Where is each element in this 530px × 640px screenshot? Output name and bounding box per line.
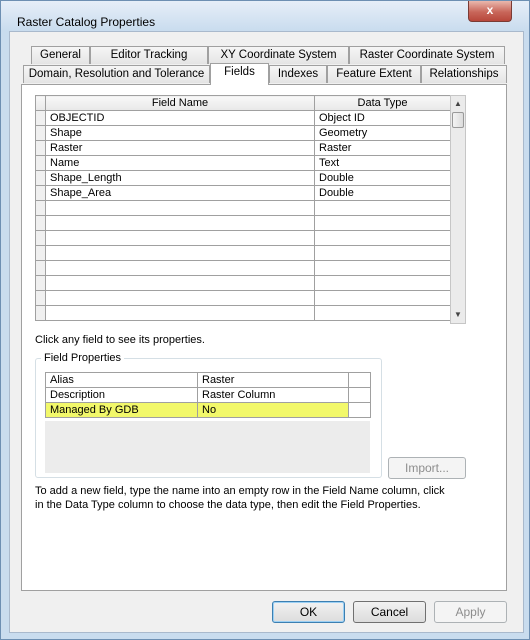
empty-table-row[interactable]: [36, 216, 451, 231]
data-type-cell[interactable]: [315, 216, 451, 231]
field-name-cell[interactable]: [46, 306, 315, 321]
close-icon: x: [486, 3, 494, 17]
empty-table-row[interactable]: [36, 201, 451, 216]
tab-domain-resolution-tolerance[interactable]: [23, 65, 210, 83]
cancel-button[interactable]: [353, 601, 426, 623]
table-row[interactable]: [36, 156, 451, 171]
field-name-cell[interactable]: [46, 276, 315, 291]
ok-button-label: OK: [299, 605, 318, 619]
tab-xy-coordinate-system-label: XY Coordinate System: [220, 49, 337, 61]
data-type-cell[interactable]: Double: [315, 186, 451, 201]
data-type-cell[interactable]: [315, 306, 451, 321]
field-name-cell[interactable]: Shape_Length: [46, 171, 315, 186]
property-extra-cell: [349, 373, 371, 388]
table-row[interactable]: [36, 186, 451, 201]
data-type-cell[interactable]: Raster: [315, 141, 451, 156]
fields-grid-scrollbar[interactable]: [450, 95, 466, 324]
help-text: To add a new field, type the name into an empty row in the Field Name column, click in the Data Type column to choose the data type, then edit the Field Properties.: [35, 485, 445, 511]
field-name-cell[interactable]: Name: [46, 156, 315, 171]
empty-table-row[interactable]: [36, 246, 451, 261]
field-name-cell[interactable]: [46, 201, 315, 216]
field-name-cell[interactable]: [46, 216, 315, 231]
row-selector[interactable]: [36, 156, 46, 171]
window-title: Raster Catalog Properties: [17, 15, 156, 29]
field-name-cell[interactable]: Shape_Area: [46, 186, 315, 201]
empty-table-row[interactable]: [36, 261, 451, 276]
scroll-down-icon[interactable]: ▼: [454, 310, 462, 319]
row-selector[interactable]: [36, 126, 46, 141]
tab-raster-coordinate-system[interactable]: [349, 46, 505, 64]
field-name-cell[interactable]: Raster: [46, 141, 315, 156]
row-selector[interactable]: [36, 141, 46, 156]
field-properties-label: Field Properties: [41, 352, 124, 364]
row-selector[interactable]: [36, 231, 46, 246]
row-selector[interactable]: [36, 291, 46, 306]
empty-table-row[interactable]: [36, 306, 451, 321]
apply-button-label: Apply: [455, 605, 486, 619]
property-row[interactable]: [46, 388, 371, 403]
data-type-cell[interactable]: Geometry: [315, 126, 451, 141]
tab-general[interactable]: [31, 46, 90, 64]
field-name-cell[interactable]: [46, 261, 315, 276]
data-type-cell[interactable]: [315, 201, 451, 216]
tab-raster-coordinate-system-label: Raster Coordinate System: [359, 49, 495, 61]
tab-fields[interactable]: [210, 63, 269, 85]
property-extra-cell: [349, 388, 371, 403]
fields-grid-header: [36, 96, 451, 111]
field-properties-empty-area: [45, 421, 370, 473]
tab-relationships[interactable]: [421, 65, 507, 83]
table-row[interactable]: [36, 111, 451, 126]
scroll-up-icon[interactable]: ▲: [454, 99, 462, 108]
tab-indexes[interactable]: [269, 65, 327, 83]
title-bar[interactable]: [1, 1, 529, 31]
tab-editor-tracking-label: Editor Tracking: [110, 49, 188, 61]
ok-button[interactable]: [272, 601, 345, 623]
property-name-cell: Managed By GDB: [46, 403, 198, 418]
fields-grid: [35, 95, 451, 321]
import-button-label: Import...: [404, 461, 449, 475]
property-value-cell[interactable]: No: [198, 403, 349, 418]
property-extra-cell: [349, 403, 371, 418]
cancel-button-label: Cancel: [370, 605, 409, 619]
scroll-thumb[interactable]: [452, 112, 464, 128]
data-type-cell[interactable]: [315, 231, 451, 246]
close-button[interactable]: [468, 1, 512, 22]
property-value-cell[interactable]: Raster: [198, 373, 349, 388]
data-type-cell[interactable]: [315, 261, 451, 276]
row-selector[interactable]: [36, 261, 46, 276]
import-button[interactable]: [388, 457, 466, 479]
hint-text: Click any field to see its properties.: [35, 334, 205, 346]
field-name-cell[interactable]: [46, 291, 315, 306]
tab-relationships-label: Relationships: [429, 68, 499, 80]
row-selector[interactable]: [36, 186, 46, 201]
data-type-cell[interactable]: Double: [315, 171, 451, 186]
property-name-cell: Alias: [46, 373, 198, 388]
field-name-column-header[interactable]: Field Name: [46, 96, 315, 111]
field-name-cell[interactable]: OBJECTID: [46, 111, 315, 126]
table-row[interactable]: [36, 126, 451, 141]
data-type-cell[interactable]: [315, 291, 451, 306]
row-selector[interactable]: [36, 171, 46, 186]
data-type-cell[interactable]: Text: [315, 156, 451, 171]
property-row[interactable]: [46, 373, 371, 388]
property-row[interactable]: [46, 403, 371, 418]
apply-button[interactable]: [434, 601, 507, 623]
tab-feature-extent-label: Feature Extent: [336, 68, 412, 80]
data-type-cell[interactable]: [315, 276, 451, 291]
empty-table-row[interactable]: [36, 291, 451, 306]
row-selector[interactable]: [36, 306, 46, 321]
tab-general-label: General: [40, 49, 81, 61]
property-name-cell: Description: [46, 388, 198, 403]
tab-fields-label: Fields: [224, 66, 255, 78]
row-selector[interactable]: [36, 201, 46, 216]
field-properties-grid: [45, 372, 371, 418]
data-type-cell[interactable]: Object ID: [315, 111, 451, 126]
tab-indexes-label: Indexes: [277, 68, 319, 80]
tab-domain-resolution-tolerance-label: Domain, Resolution and Tolerance: [28, 68, 205, 80]
field-name-cell[interactable]: Shape: [46, 126, 315, 141]
tab-xy-coordinate-system[interactable]: [208, 46, 349, 64]
tab-feature-extent[interactable]: [327, 65, 421, 83]
table-row[interactable]: [36, 171, 451, 186]
row-selector-header: [36, 96, 46, 111]
empty-table-row[interactable]: [36, 276, 451, 291]
row-selector[interactable]: [36, 246, 46, 261]
row-selector[interactable]: [36, 216, 46, 231]
field-name-cell[interactable]: [46, 246, 315, 261]
row-selector[interactable]: [36, 276, 46, 291]
table-row[interactable]: [36, 141, 451, 156]
data-type-column-header[interactable]: Data Type: [315, 96, 451, 111]
tab-editor-tracking[interactable]: [90, 46, 208, 64]
empty-table-row[interactable]: [36, 231, 451, 246]
row-selector[interactable]: [36, 111, 46, 126]
property-value-cell[interactable]: Raster Column: [198, 388, 349, 403]
field-name-cell[interactable]: [46, 231, 315, 246]
data-type-cell[interactable]: [315, 246, 451, 261]
